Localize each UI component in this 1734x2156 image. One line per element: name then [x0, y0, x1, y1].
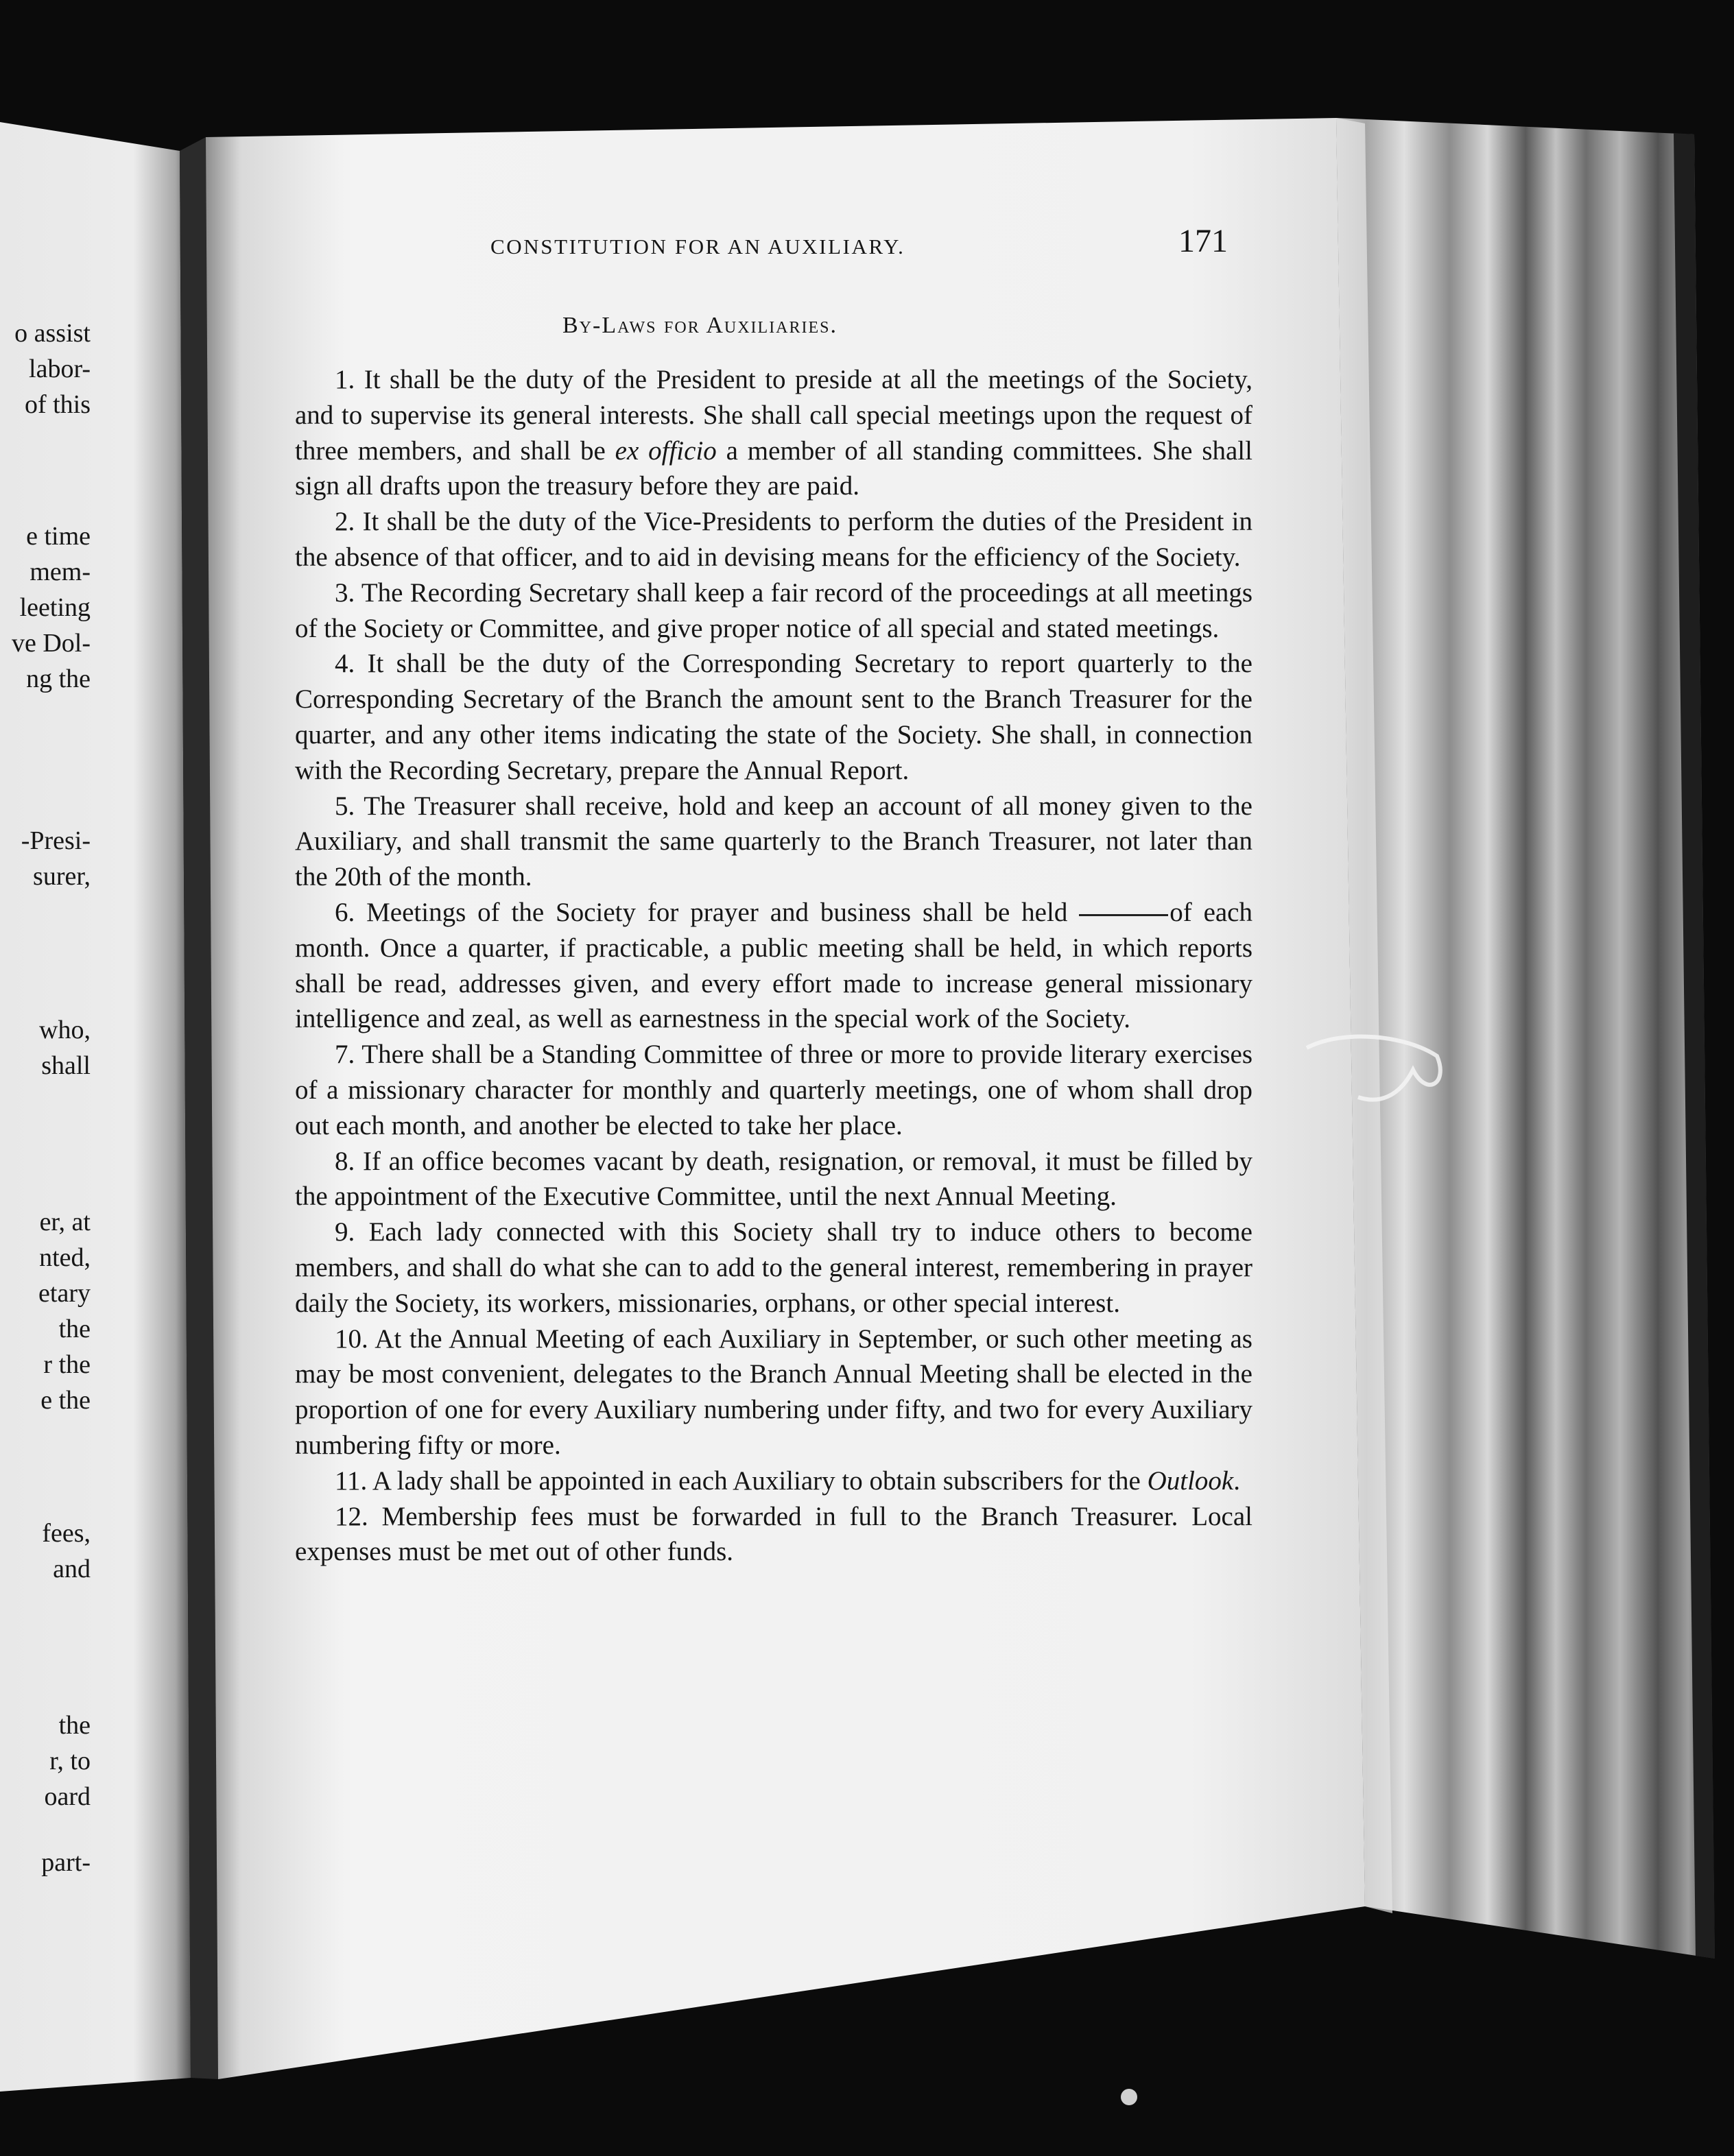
facing-page-fragment: o assist — [14, 319, 91, 348]
facing-page-fragment: leeting — [19, 593, 91, 622]
facing-page-fragment: oard — [44, 1782, 91, 1811]
italic-term: ex officio — [615, 435, 717, 466]
bylaw-paragraph: 2. It shall be the duty of the Vice-Presidents to perform the duties of the President in the absence of that officer, and to aid in devising means for the efficiency of the Society. — [295, 507, 1252, 572]
bylaw-paragraph: 12. Membership fees must be forwarded in full to the Branch Treasurer. Local expenses must be met out of other funds. — [295, 1501, 1252, 1567]
bylaw-paragraph: 4. It shall be the duty of the Corresponding Secretary to report quarterly to the Corresponding Secretary of the Branch the amount sent to the Branch Treasurer for the quarter, and any other items indicating the state of the Society. She shall, in connection with the Recording Secretary, prepare the Annual Report. — [295, 649, 1252, 785]
bylaws-text — [295, 362, 1252, 1570]
bylaw-paragraph: 7. There shall be a Standing Committee of three or more to provide literary exercises of a missionary character for monthly and quarterly meetings, one of whom shall drop out each month, and another be elected to take her place. — [295, 1040, 1252, 1140]
bylaw-paragraph — [295, 1463, 1252, 1499]
bylaw-paragraph: 5. The Treasurer shall receive, hold and keep an account of all money given to the Auxiliary, and shall transmit the same quarterly to the Branch Treasurer, not later than the 20th of the month. — [295, 791, 1252, 892]
facing-page-fragment: the — [58, 1315, 91, 1343]
facing-page-fragment: who, — [39, 1016, 91, 1044]
section-title: By-Laws for Auxiliaries. — [562, 313, 838, 338]
bylaw-text-part: 11. A lady shall be appointed in each Auxiliary to obtain subscribers for the — [335, 1465, 1148, 1496]
facing-page-fragment: etary — [38, 1279, 91, 1308]
facing-page-fragment: part- — [41, 1848, 91, 1877]
bylaw-paragraph: 9. Each lady connected with this Society shall try to induce others to become members, and shall do what she can to add to the general interest, remembering in prayer daily the Society, its workers, missionaries, orphans, or other special interest. — [295, 1217, 1252, 1318]
page-number: 171 — [1178, 223, 1228, 259]
italic-term: Outlook — [1147, 1465, 1234, 1496]
bylaw-paragraph: 10. At the Annual Meeting of each Auxiliary in September, or such other meeting as may be most convenient, delegates to the Branch Annual Meeting shall be elected in the proportion of one for every Auxiliary numbering under fifty, and two for every Auxiliary numbering fifty or more. — [295, 1323, 1252, 1460]
running-head: CONSTITUTION FOR AN AUXILIARY. — [490, 235, 905, 259]
bylaw-text-part: . — [1233, 1465, 1240, 1496]
bylaw-paragraph — [295, 362, 1252, 504]
facing-page-fragment: e the — [40, 1386, 91, 1415]
facing-page-fragment: labor- — [29, 355, 91, 383]
facing-page-fragment: shall — [41, 1051, 91, 1080]
facing-page-fragment: r, to — [49, 1747, 91, 1775]
facing-page-fragment: mem- — [29, 558, 91, 586]
facing-page-fragment: surer, — [33, 862, 91, 891]
facing-page-fragment: nted, — [39, 1243, 91, 1272]
facing-page-fragment: fees, — [42, 1519, 91, 1548]
bylaw-text-part: of each month. Once a quarter, if practicable, a public meeting shall be held, in which reports shall be read, addresses given, and every effort made to increase general missionary intelligence and zeal, as well as earnestness in the special work of the Society. — [295, 897, 1252, 1034]
facing-page-fragment: ve Dol- — [11, 629, 91, 658]
facing-page-fragment: and — [53, 1555, 91, 1583]
facing-page-fragment: r the — [43, 1350, 91, 1379]
facing-page-fragment: -Presi- — [21, 826, 91, 855]
bylaw-text-part: 1. It shall be the duty of the President to preside at all the meetings of the Society, and to supervise its general interests. She shall call special meetings upon the request of three members, and shall be — [295, 365, 1252, 466]
bylaw-paragraph: 8. If an office becomes vacant by death, resignation, or removal, it must be filled by the appointment of the Executive Committee, until the next Annual Meeting. — [295, 1146, 1252, 1212]
bylaw-text-part: a member of all standing committees. She shall sign all drafts upon the treasury before they are paid. — [295, 435, 1252, 501]
fill-in-blank — [1079, 914, 1168, 916]
facing-page-fragment: of this — [24, 390, 91, 419]
facing-page-fragment: e time — [26, 522, 91, 551]
bylaw-paragraph: 3. The Recording Secretary shall keep a fair record of the proceedings at all meetings of the Society or Committee, and give proper notice of all special and stated meetings. — [295, 577, 1252, 643]
facing-page-fragments — [0, 302, 91, 1948]
facing-page-fragment: the — [58, 1711, 91, 1740]
facing-page-fragment: ng the — [26, 664, 91, 693]
bylaw-paragraph — [295, 895, 1252, 1037]
bylaw-text-part: 6. Meetings of the Society for prayer and business shall be held — [335, 897, 1080, 927]
facing-page-fragment: er, at — [39, 1208, 91, 1236]
